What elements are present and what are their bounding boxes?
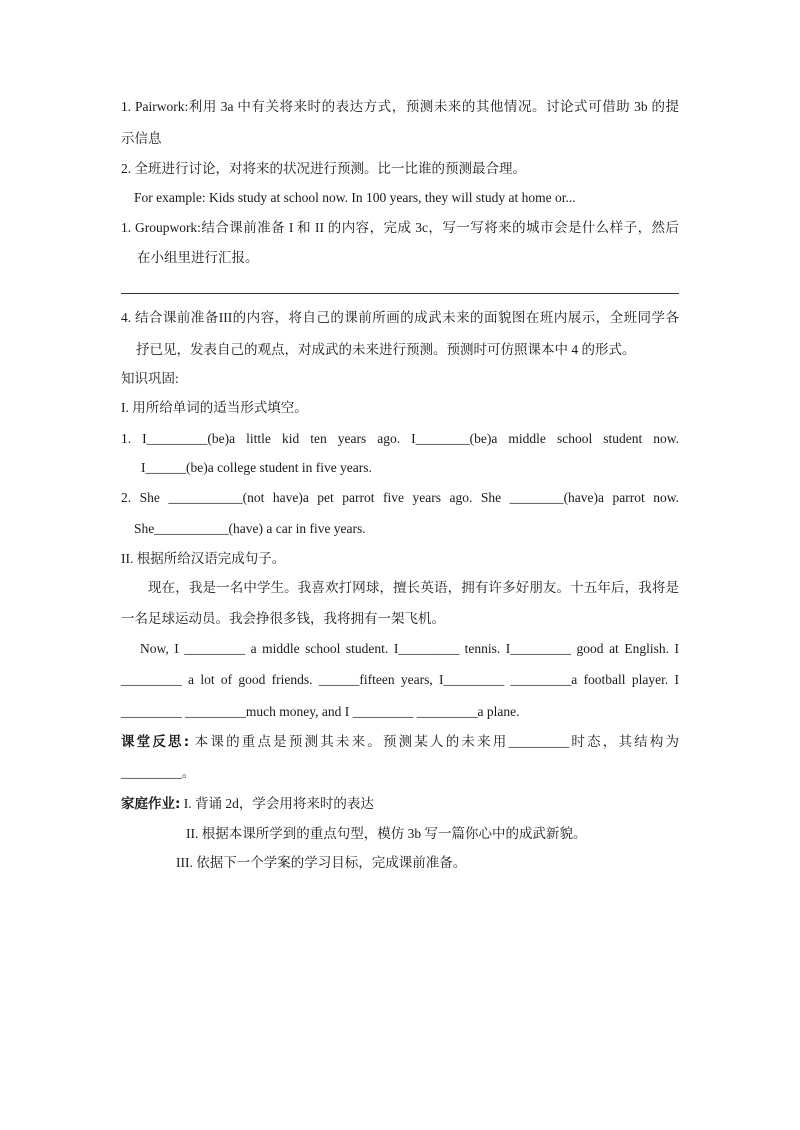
translation-line-3: _________ _________much money, and I _________ _________a plane. xyxy=(121,704,520,719)
task4-line: 4. 结合课前准备III的内容，将自己的课前所画的成武未来的面貌图在班内展示，全班同学各 xyxy=(121,310,679,325)
groupwork-line: 1. Groupwork:结合课前准备 I 和 II 的内容，完成 3c，写一写将来的城市会是什么样子，然后 xyxy=(121,220,679,235)
class-reflection-line-cont: _________。 xyxy=(121,765,196,780)
exercise-1-item-2: 2. She ___________(not have)a pet parrot five years ago. She ________(have)a parrot now. xyxy=(121,490,679,505)
task4-line-cont: 抒已见，发表自己的观点，对成武的未来进行预测。预测时可仿照课本中 4 的形式。 xyxy=(136,342,636,357)
exercise-1-heading: I. 用所给单词的适当形式填空。 xyxy=(121,400,308,415)
homework-line xyxy=(121,795,679,813)
divider-line xyxy=(121,293,679,294)
pairwork-line: 1. Pairwork:利用 3a 中有关将来时的表达方式，预测未来的其他情况。讨论式可借助 3b 的提 xyxy=(121,99,679,114)
chinese-passage-line-2: 一名足球运动员。我会挣很多钱，我将拥有一架飞机。 xyxy=(121,611,445,626)
homework-label: 家庭作业: xyxy=(121,796,181,812)
class-discussion-line: 2. 全班进行讨论，对将来的状况进行预测。比一比谁的预测最合理。 xyxy=(121,161,526,176)
exercise-2-heading: II. 根据所给汉语完成句子。 xyxy=(121,551,286,566)
class-reflection-text: 本课的重点是预测其未来。预测某人的未来用_________时态，其结构为 xyxy=(189,734,680,749)
section-title-consolidation: 知识巩固: xyxy=(121,371,179,386)
pairwork-line-cont: 示信息 xyxy=(121,131,162,146)
exercise-1-item-1: 1. I_________(be)a little kid ten years ago. I________(be)a middle school student now. xyxy=(121,431,679,446)
exercise-1-item-2-cont: She___________(have) a car in five years. xyxy=(134,521,366,536)
homework-text: I. 背诵 2d，学会用将来时的表达 xyxy=(180,796,374,811)
exercise-1-item-1-cont: I______(be)a college student in five years. xyxy=(141,460,372,475)
translation-line-1: Now, I _________ a middle school student. I_________ tennis. I_________ good at English. I xyxy=(140,641,679,656)
class-reflection-label: 课堂反思: xyxy=(121,734,190,750)
chinese-passage-line-1: 现在，我是一名中学生。我喜欢打网球，擅长英语，拥有许多好朋友。十五年后，我将是 xyxy=(148,580,679,595)
translation-line-2: _________ a lot of good friends. ______fifteen years, I_________ _________a football player. I xyxy=(121,672,679,687)
example-line: For example: Kids study at school now. In 100 years, they will study at home or... xyxy=(134,190,576,205)
groupwork-line-cont: 在小组里进行汇报。 xyxy=(137,250,259,265)
class-reflection-line xyxy=(121,733,679,751)
homework-item-2: II. 根据本课所学到的重点句型，模仿 3b 写一篇你心中的成武新貌。 xyxy=(186,826,587,841)
homework-item-3: III. 依据下一个学案的学习目标，完成课前准备。 xyxy=(176,855,467,870)
